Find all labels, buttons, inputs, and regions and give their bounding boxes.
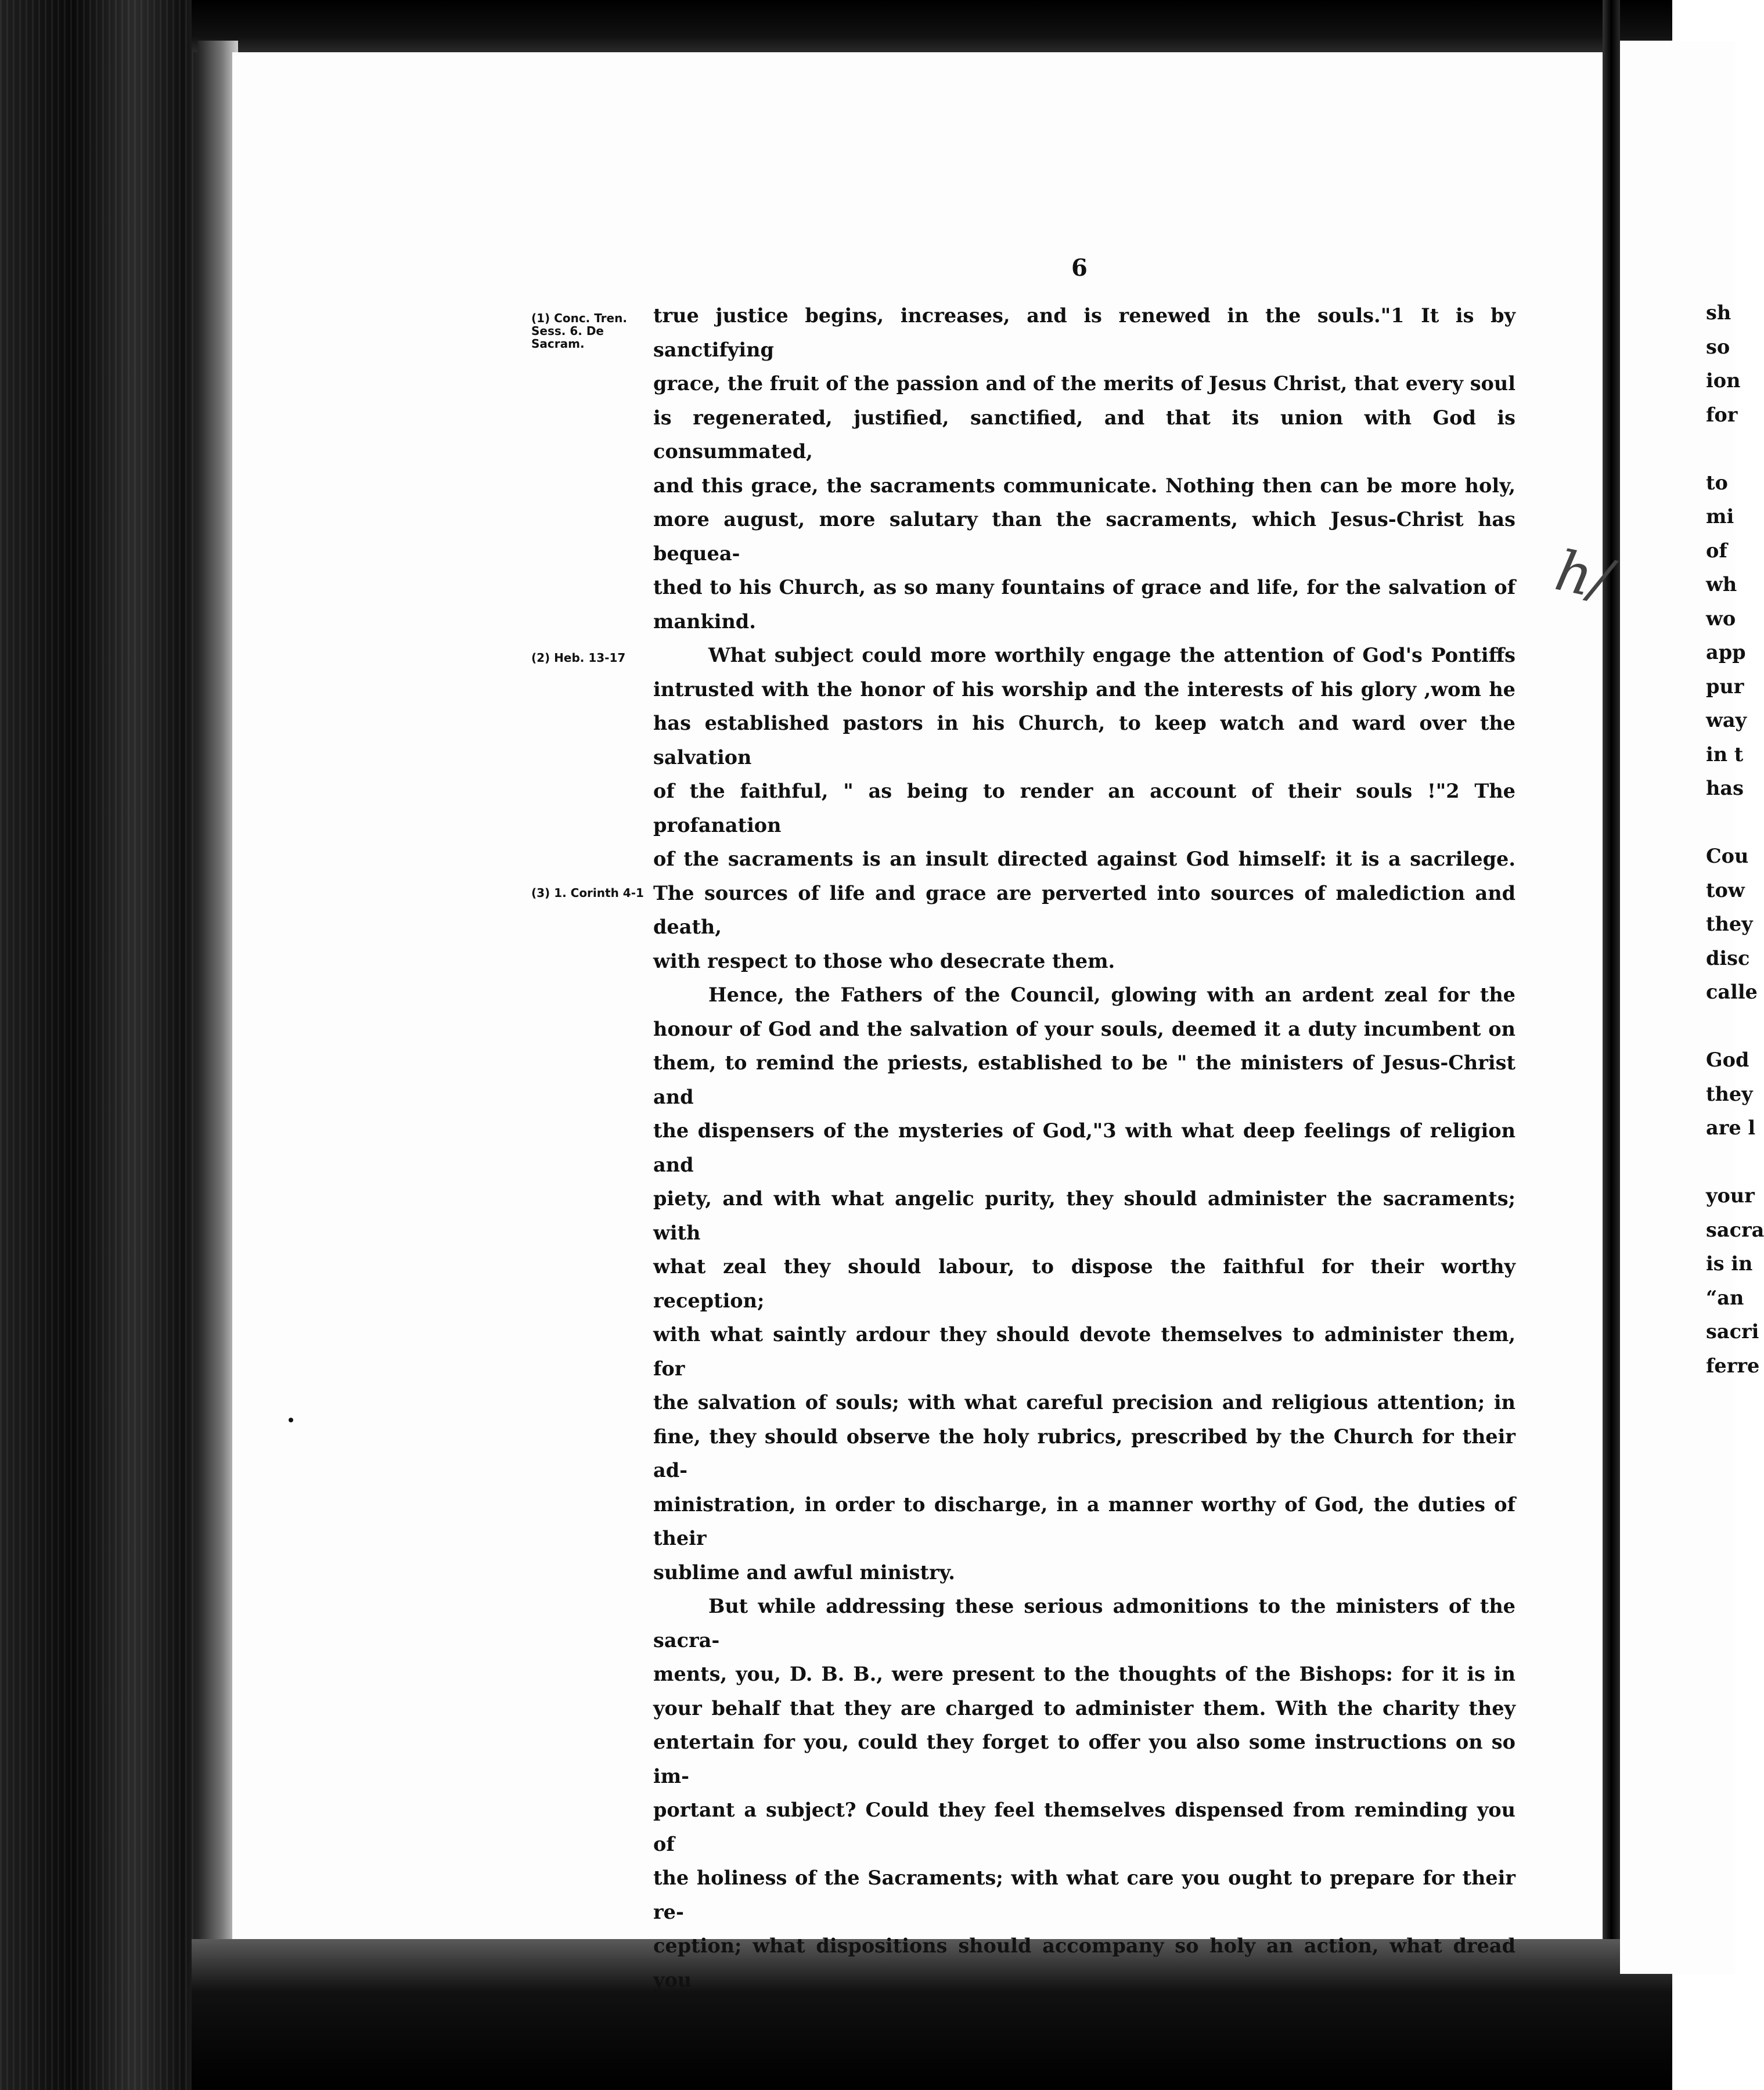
text-line: mankind. — [653, 610, 756, 633]
text-line: true justice begins, increases, and is renewed in the souls."1 It is by sanctifying — [653, 304, 1515, 361]
facing-page-text: sh — [1706, 301, 1731, 324]
facing-page-fragment — [1620, 41, 1764, 1974]
text-line: with respect to those who desecrate them. — [653, 949, 1115, 972]
text-line: But while addressing these serious admonitions to the ministers of the sacra- — [653, 1595, 1515, 1652]
handwritten-margin-mark: h/ — [1550, 538, 1617, 613]
text-line: with what saintly ardour they should devote themselves to administer them, for — [653, 1323, 1515, 1380]
text-line: the salvation of souls; with what careful precision and religious attention; in — [653, 1391, 1515, 1414]
text-line: ministration, in order to discharge, in a manner worthy of God, the duties of their — [653, 1493, 1515, 1550]
facing-page-text: wh — [1706, 573, 1737, 596]
text-line: your behalf that they are charged to administer them. With the charity they — [653, 1696, 1515, 1720]
facing-page-text: calle — [1706, 981, 1758, 1003]
text-line: grace, the fruit of the passion and of the merits of Jesus Christ, that every soul — [653, 372, 1515, 395]
facing-page-text: tow — [1706, 878, 1745, 902]
text-line: the holiness of the Sacraments; with what care you ought to prepare for their re- — [653, 1866, 1515, 1923]
facing-page-text: for — [1706, 403, 1738, 426]
paragraph — [653, 639, 1515, 978]
text-line: ments, you, D. B. B., were present to the thoughts of the Bishops: for it is in — [653, 1663, 1515, 1685]
page-gutter — [1603, 0, 1620, 2090]
text-line: sublime and awful ministry. — [653, 1561, 955, 1584]
text-line: piety, and with what angelic purity, they should administer the sacraments; with — [653, 1187, 1515, 1244]
margin-note-2: (2) Heb. 13-17 — [531, 651, 626, 665]
facing-page-text: to — [1706, 471, 1728, 494]
facing-page-text: ferre — [1706, 1354, 1760, 1377]
text-line: of the faithful, " as being to render an account of their souls !"2 The profanation — [653, 780, 1515, 837]
facing-page-text: sacri — [1706, 1320, 1759, 1343]
text-line: intrusted with the honor of his worship and the interests of his glory ,wom he — [653, 678, 1515, 701]
facing-page-text: God — [1706, 1048, 1749, 1071]
text-line: thed to his Church, as so many fountains of grace and life, for the salvation of — [653, 576, 1515, 599]
margin-note-3: (3) 1. Corinth 4-1 — [531, 886, 644, 900]
facing-page-text: “an — [1706, 1286, 1744, 1309]
text-line: What subject could more worthily engage the attention of God's Pontiffs — [708, 644, 1515, 666]
facing-page-text: they — [1706, 1082, 1753, 1105]
facing-page-text: is in — [1706, 1252, 1753, 1275]
facing-page-text: pur — [1706, 675, 1744, 698]
text-line: The sources of life and grace are perverted into sources of malediction and death, — [653, 881, 1515, 938]
text-line: has established pastors in his Church, to keep watch and ward over the salvation — [653, 712, 1515, 769]
paragraph — [653, 978, 1515, 1590]
text-line: what zeal they should labour, to dispose the faithful for their worthy reception; — [653, 1255, 1515, 1312]
paragraph — [653, 299, 1515, 639]
margin-note-1: (1) Conc. Tren. Sess. 6. De Sacram. — [531, 311, 627, 351]
facing-page-text: in t — [1706, 743, 1744, 766]
facing-page-text: has — [1706, 777, 1744, 799]
facing-page-text: Cou — [1706, 845, 1749, 867]
facing-page-text: they — [1706, 913, 1753, 935]
text-line: more august, more salutary than the sacraments, which Jesus-Christ has bequea- — [653, 508, 1515, 565]
text-line: the dispensers of the mysteries of God,"3 with what deep feelings of religion and — [653, 1119, 1515, 1176]
facing-page-text: are l — [1706, 1116, 1756, 1139]
facing-page-text: of — [1706, 539, 1727, 562]
paragraph — [653, 1590, 1515, 1997]
ink-speck — [289, 1418, 293, 1422]
scan-top-edge — [192, 0, 1672, 52]
facing-page-text: disc — [1706, 946, 1750, 970]
text-line: honour of God and the salvation of your souls, deemed it a duty incumbent on — [653, 1017, 1515, 1040]
text-line: Hence, the Fathers of the Council, glowing with an ardent zeal for the — [708, 983, 1515, 1006]
facing-page-text: mi — [1706, 505, 1734, 528]
body-text — [653, 299, 1515, 1997]
facing-page-text: way — [1706, 709, 1747, 732]
text-line: of the sacraments is an insult directed against God himself: it is a sacrilege. — [653, 848, 1515, 870]
text-line: is regenerated, justified, sanctified, and that its union with God is consummated, — [653, 406, 1515, 463]
text-line: and this grace, the sacraments communicate. Nothing then can be more holy, — [653, 474, 1515, 497]
text-line: ception; what dispositions should accompany so holy an action, what dread you — [653, 1934, 1515, 1991]
facing-page-text: app — [1706, 641, 1746, 664]
text-line: fine, they should observe the holy rubrics, prescribed by the Church for their ad- — [653, 1425, 1515, 1482]
facing-page-text: wo — [1706, 607, 1736, 630]
text-line: entertain for you, could they forget to offer you also some instructions on so im- — [653, 1731, 1515, 1788]
page-number: 6 — [1071, 254, 1088, 282]
facing-page-text: ion — [1706, 369, 1741, 392]
facing-page-text: your — [1706, 1184, 1755, 1207]
text-line: them, to remind the priests, established to be " the ministers of Jesus-Christ and — [653, 1051, 1515, 1108]
facing-page-text: so — [1706, 335, 1730, 358]
text-line: portant a subject? Could they feel themselves dispensed from reminding you of — [653, 1799, 1515, 1855]
facing-page-text: sacra — [1706, 1218, 1764, 1241]
